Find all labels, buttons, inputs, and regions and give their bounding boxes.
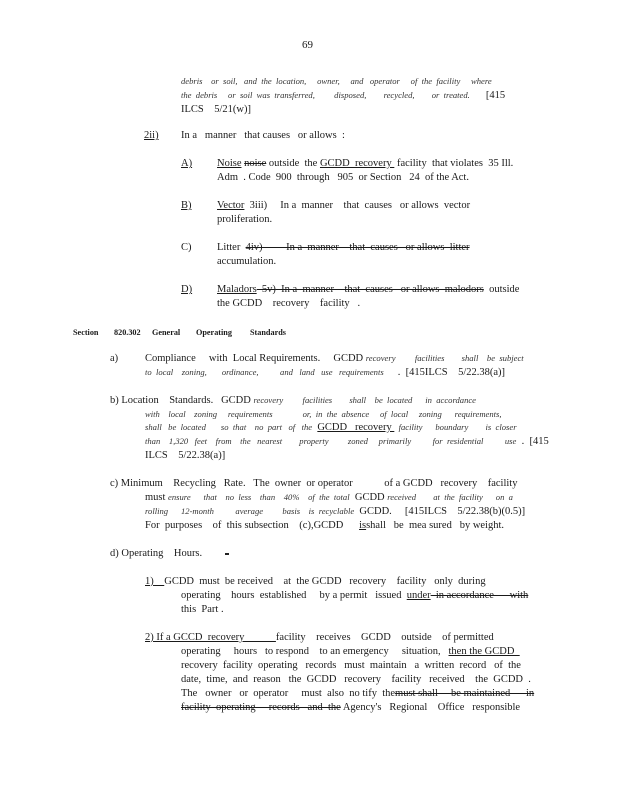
para-a-italic-1: recovery facilities shall be subject <box>365 353 524 363</box>
item-a-gcdd-recovery: GCDD recovery <box>319 158 395 169</box>
item-d-letter-text: D) <box>181 284 193 295</box>
item-c-line-1 <box>217 241 470 254</box>
para-b-gcdd-recovery: GCDD recovery <box>317 422 395 433</box>
para-c-italic-2: received at the facility on a <box>387 492 513 502</box>
item-2-number-text: 2ii) <box>144 130 159 141</box>
para-b-line-3 <box>145 421 517 434</box>
para-b-italic-2a: shall be located so that no part of the <box>145 422 313 432</box>
para-b-italic-2b: facility boundary is closer <box>394 422 517 432</box>
d2-line-2-text: operating hours to respond to an emergency situation, <box>181 646 449 657</box>
item-b-letter <box>181 199 192 212</box>
d2-line-6-text: Agency's Regional Office responsible <box>340 702 521 713</box>
item-a-line-1 <box>217 157 513 170</box>
para-b-line-2: with local zoning requirements or, in the absence of local zoning requirements, <box>145 409 502 419</box>
item-d-letter <box>181 283 192 296</box>
para-a-line-1 <box>145 352 524 365</box>
intro-citation-start: [415 <box>485 90 506 101</box>
d2-head-underlined: 2) If a GCCD recovery <box>145 632 276 643</box>
d2-line-5 <box>181 687 534 700</box>
intro-line-2 <box>181 89 505 102</box>
d2-line-5-text: The owner or operator must also no tify the <box>181 688 396 699</box>
d1-under: under <box>406 590 431 601</box>
para-c-is: is <box>359 520 367 531</box>
para-b-italic-0: recovery facilities shall be located in accordance <box>253 395 476 405</box>
para-a-head: Compliance with Local Requirements. GCDD <box>145 353 364 364</box>
para-b-head: b) Location Standards. GCDD <box>110 395 251 406</box>
item-a-letter-text: A) <box>181 158 193 169</box>
d2-line-3: recovery facility operating records must maintain a written record of the <box>181 660 521 671</box>
d2-line-6-struck: facility operating records and the <box>181 702 341 713</box>
item-2-text: In a manner that causes or allows : <box>181 130 345 141</box>
item-b-line-2: proliferation. <box>217 214 273 225</box>
d2-then-gcdd: then the GCDD <box>448 646 520 657</box>
item-d-line-2: the GCDD recovery facility . <box>217 298 361 309</box>
item-b-letter-text: B) <box>181 200 192 211</box>
para-c-citation: GCDD. [415ILCS 5/22.38(b)(0.5)] <box>359 506 526 517</box>
item-c-num-struck: 4iv) <box>245 242 263 253</box>
item-b-rest: 3iii) In a manner that causes or allows vector <box>244 200 471 211</box>
item-2-number <box>144 129 159 142</box>
item-a-letter <box>181 157 192 170</box>
para-b-line-4 <box>145 435 549 448</box>
item-d-struck-text: In a manner that causes or allows malodors <box>275 284 484 295</box>
para-c-gcdd: GCDD <box>354 492 385 503</box>
para-c-italic-1: ensure that no less than 40% of the total <box>168 492 350 502</box>
d1-text-2: operating hours established by a permit issued <box>181 590 407 601</box>
section-label: Section <box>73 328 99 337</box>
d2-head: facility receives GCDD outside of permitted <box>275 632 494 643</box>
para-c-line-4-b: shall be mea sured by weight. <box>366 520 505 531</box>
d1-line-2 <box>181 589 528 602</box>
section-title-word-1: General <box>152 328 181 337</box>
para-b-citation: . [415 <box>516 436 549 447</box>
para-c-line-2 <box>145 491 513 504</box>
item-c-line-2: accumulation. <box>217 256 277 267</box>
para-a-letter: a) <box>110 353 119 364</box>
para-a-line-2 <box>145 366 505 379</box>
para-b-line-1 <box>110 394 476 407</box>
item-d-line-1 <box>217 283 519 296</box>
intro-line-1: debris or soil, and the location, owner, and operator of the facility where <box>181 76 492 86</box>
d1-text-1: GCDD must be received at the GCDD recovery facility only during <box>164 576 486 587</box>
section-number: 820.302 <box>114 328 141 337</box>
item-d-num-struck: 5v) <box>256 284 276 295</box>
item-b-vector: Vector <box>217 200 245 211</box>
para-c-line-4-a: For purposes of this subsection (c),GCDD <box>145 520 360 531</box>
para-c-line-3 <box>145 505 525 518</box>
para-a-citation: . [415ILCS 5/22.38(a)] <box>397 367 506 378</box>
d1-line-3: this Part . <box>181 604 224 615</box>
page-number: 69 <box>302 39 313 51</box>
d2-line-5-struck: must shall be maintained in <box>395 688 535 699</box>
item-c-letter: C) <box>181 242 192 253</box>
d2-line-2 <box>181 645 520 658</box>
intro-line-2-text: the debris or soil was transferred, disposed, recycled, or treated. <box>181 90 470 100</box>
item-d-maladors: Maladors <box>217 284 257 295</box>
d1-line-1 <box>145 575 486 588</box>
para-d-heading: d) Operating Hours. <box>110 548 203 559</box>
item-c-litter: Litter <box>217 242 246 253</box>
para-c-line-1: c) Minimum Recycling Rate. The owner or operator of a GCDD recovery facility <box>110 478 518 489</box>
item-a-line-2: Adm . Code 900 through 905 or Section 24 of the Act. <box>217 172 469 183</box>
d1-number: 1) <box>145 576 165 587</box>
intro-line-3: ILCS 5/21(w)] <box>181 104 251 115</box>
para-c-line-4 <box>145 519 504 532</box>
stray-mark <box>225 553 229 555</box>
para-c-italic-3: rolling 12-month average basis is recyclable <box>145 506 355 516</box>
item-c-struck-text: In a manner that causes or allows litter <box>262 242 470 253</box>
d1-struck: in accordance with <box>430 590 529 601</box>
item-a-noise: Noise <box>217 158 242 169</box>
d2-line-6 <box>181 701 520 714</box>
item-a-noise-struck: noise <box>244 158 267 169</box>
para-b-italic-3: than 1,320 feet from the nearest property zoned primarily for residential use <box>145 436 517 446</box>
section-title-word-3: Standards <box>250 328 286 337</box>
item-b-line-1 <box>217 199 470 212</box>
para-c-must: must <box>145 492 166 503</box>
item-a-outside: outside the <box>266 158 320 169</box>
section-title-word-2: Operating <box>196 328 232 337</box>
d2-line-4: date, time, and reason the GCDD recovery facility received the GCDD . <box>181 674 531 685</box>
para-a-italic-2: to local zoning, ordinance, and land use requirements <box>145 367 384 377</box>
para-b-line-5: ILCS 5/22.38(a)] <box>145 450 226 461</box>
d2-line-1 <box>145 631 494 644</box>
item-a-rest: facility that violates 35 Ill. <box>394 158 514 169</box>
item-d-outside: outside <box>483 284 520 295</box>
